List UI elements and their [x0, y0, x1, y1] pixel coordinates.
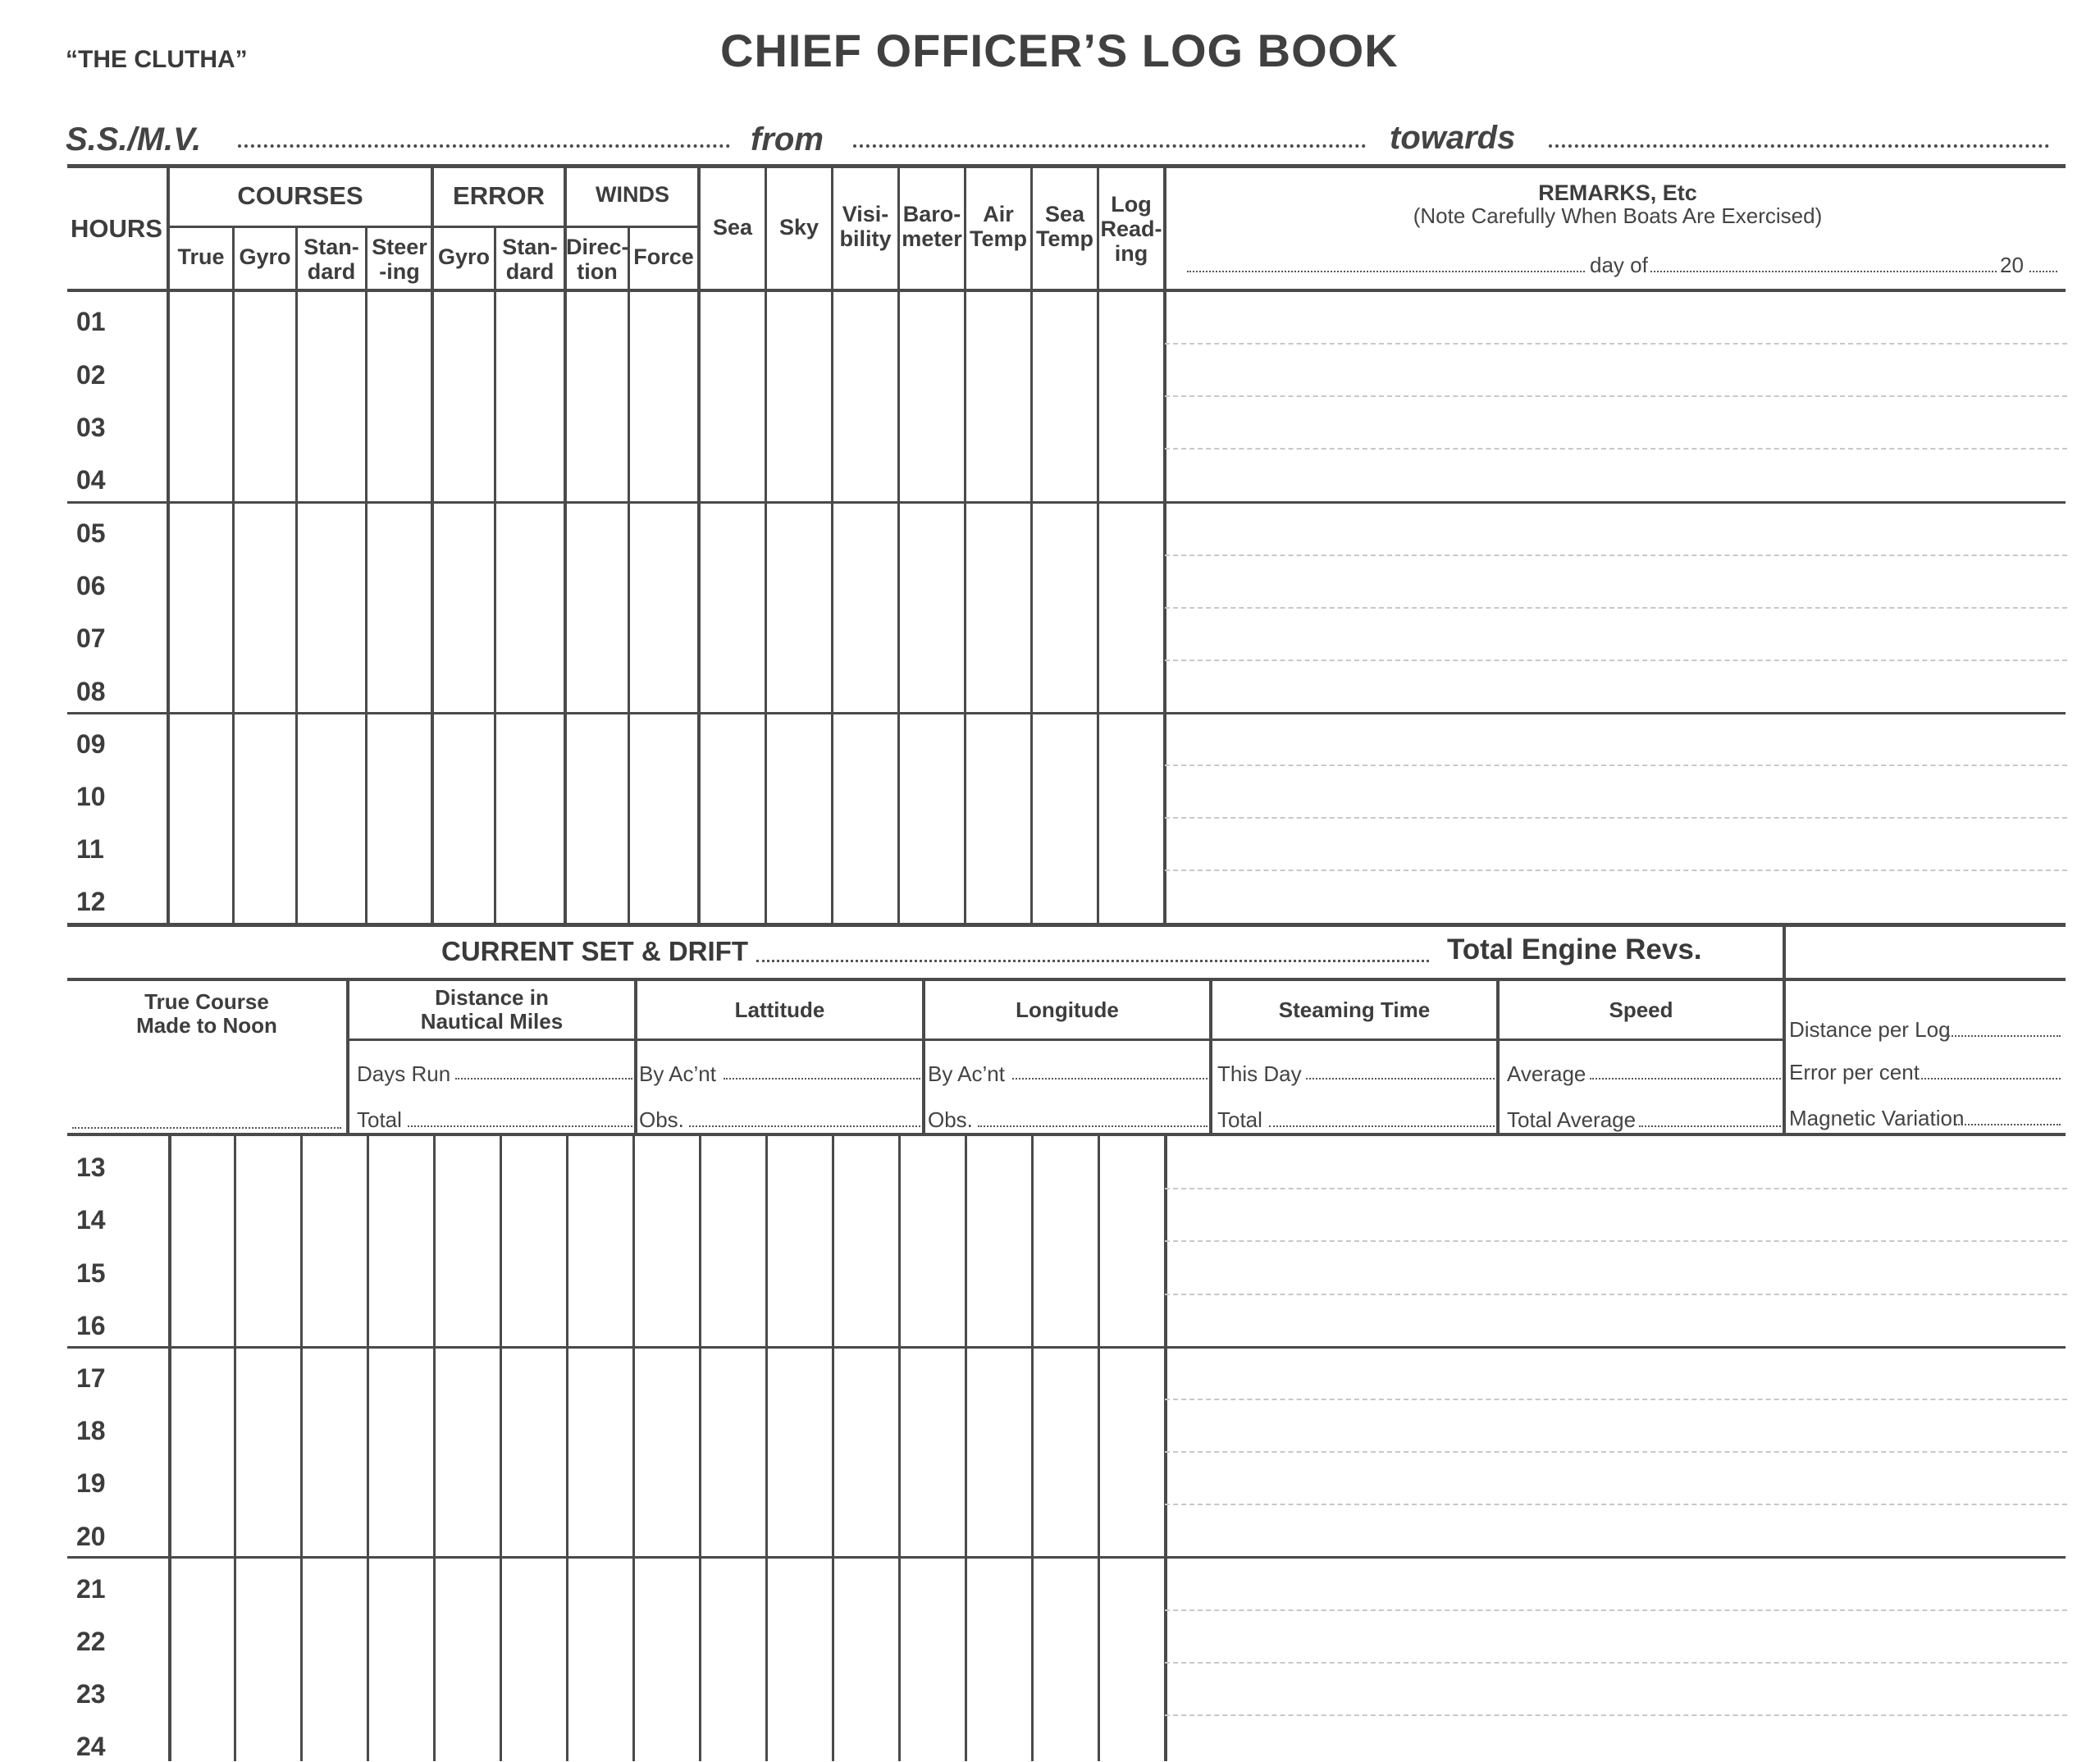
- remarks-line: [1165, 1240, 2067, 1242]
- from-field[interactable]: [853, 144, 1366, 148]
- long-obs-label: Obs.: [928, 1107, 973, 1132]
- long-by-acnt-field[interactable]: [1012, 1078, 1208, 1080]
- remarks-line: [1165, 660, 2067, 661]
- sea-header: Sea: [712, 215, 753, 240]
- col-line: [1163, 166, 1166, 925]
- sky-header: Sky: [778, 215, 819, 240]
- year-label: 20: [2000, 253, 2024, 277]
- distance-total-field[interactable]: [408, 1125, 632, 1127]
- hour-06: 06: [76, 571, 106, 600]
- col-line: [500, 1134, 502, 1761]
- latitude-header: Lattitude: [734, 997, 825, 1022]
- col-line: [765, 1134, 768, 1761]
- remarks-date-field[interactable]: [1187, 271, 1585, 272]
- col-line: [494, 227, 496, 925]
- col-line: [632, 1134, 635, 1761]
- current-set-drift-label: CURRENT SET & DRIFT: [441, 936, 748, 966]
- distance-per-log-label: Distance per Log: [1789, 1017, 1951, 1042]
- group-separator: [67, 1346, 2066, 1349]
- this-day-label: This Day: [1217, 1061, 1302, 1086]
- magnetic-variation-field[interactable]: [1956, 1124, 2061, 1125]
- remarks-line: [1165, 870, 2067, 871]
- hour-23: 23: [76, 1679, 106, 1709]
- hour-08: 08: [76, 677, 106, 706]
- winds-header: WINDS: [596, 182, 669, 207]
- col-line: [831, 166, 833, 925]
- ship-name: “THE CLUTHA”: [66, 46, 248, 73]
- col-line: [697, 166, 701, 925]
- longitude-header: Longitude: [1016, 997, 1119, 1022]
- col-line: [1098, 1134, 1100, 1761]
- error-per-cent-field[interactable]: [1921, 1078, 2061, 1080]
- remarks-line: [1165, 607, 2067, 609]
- air-temp-header: Air Temp: [969, 202, 1027, 252]
- hour-12: 12: [76, 887, 106, 916]
- days-run-label: Days Run: [357, 1061, 451, 1086]
- error-per-cent-label: Error per cent: [1789, 1060, 1920, 1084]
- remarks-line: [1165, 395, 2067, 397]
- hour-14: 14: [76, 1205, 106, 1235]
- long-by-acnt-label: By Ac’nt: [928, 1061, 1005, 1086]
- towards-label: towards: [1390, 120, 1516, 156]
- remarks-line: [1165, 343, 2067, 345]
- speed-header: Speed: [1609, 997, 1673, 1022]
- remarks-line: [1165, 555, 2067, 556]
- remarks-line: [1165, 1609, 2067, 1611]
- true-course-field[interactable]: [72, 1127, 341, 1129]
- hour-17: 17: [76, 1363, 106, 1393]
- distance-header: Distance in Nautical Miles: [420, 985, 564, 1034]
- current-set-drift-field[interactable]: [756, 960, 1429, 962]
- col-line: [167, 166, 170, 925]
- remarks-line: [1165, 448, 2067, 450]
- noon-top-border: [67, 923, 2066, 927]
- hour-03: 03: [76, 413, 106, 442]
- table-top-border: [67, 164, 2066, 168]
- col-line: [765, 166, 767, 925]
- hour-22: 22: [76, 1627, 106, 1656]
- lat-by-acnt-label: By Ac’nt: [639, 1061, 716, 1086]
- barometer-header: Baro- meter: [902, 202, 962, 252]
- lat-by-acnt-field[interactable]: [724, 1078, 920, 1080]
- col-line: [365, 227, 368, 925]
- col-line: [234, 1134, 236, 1761]
- error-gyro-header: Gyro: [437, 244, 491, 269]
- hour-04: 04: [76, 465, 106, 495]
- col-line: [1031, 1134, 1034, 1761]
- col-line: [300, 1134, 303, 1761]
- remarks-line: [1165, 1504, 2067, 1505]
- total-engine-revs-label: Total Engine Revs.: [1447, 933, 1702, 965]
- col-line: [433, 1134, 436, 1761]
- remarks-year-field[interactable]: [2029, 271, 2057, 272]
- remarks-line: [1165, 1451, 2067, 1453]
- error-header: ERROR: [453, 181, 545, 210]
- hour-21: 21: [76, 1574, 106, 1604]
- hour-02: 02: [76, 360, 106, 390]
- remarks-header: REMARKS, Etc: [1538, 180, 1697, 205]
- hour-15: 15: [76, 1258, 106, 1288]
- vessel-label: S.S./M.V.: [66, 121, 202, 157]
- courses-gyro-header: Gyro: [239, 244, 291, 269]
- error-standard-header: Stan- dard: [502, 235, 558, 285]
- lat-obs-field[interactable]: [689, 1125, 920, 1127]
- col-line: [295, 227, 298, 925]
- distance-per-log-field[interactable]: [1942, 1035, 2061, 1037]
- col-line: [898, 1134, 901, 1761]
- remarks-line: [1165, 1188, 2067, 1189]
- courses-true-header: True: [177, 244, 225, 269]
- remarks-line: [1165, 817, 2067, 819]
- col-line: [897, 166, 900, 925]
- hours-header: HOURS: [71, 214, 162, 243]
- col-line: [1097, 166, 1099, 925]
- hour-07: 07: [76, 623, 106, 653]
- col-line: [566, 1134, 568, 1761]
- col-line: [699, 1134, 701, 1761]
- col-line: [832, 1134, 834, 1761]
- winds-force-header: Force: [633, 244, 694, 269]
- col-line: [964, 166, 966, 925]
- vessel-field[interactable]: [238, 144, 730, 148]
- col-line: [1030, 166, 1033, 925]
- noon-header-border: [67, 978, 2066, 981]
- remarks-line: [1165, 1714, 2067, 1716]
- this-day-field[interactable]: [1306, 1078, 1495, 1080]
- col-line: [367, 1134, 369, 1761]
- remarks-month-field[interactable]: [1650, 271, 1997, 272]
- group-separator: [67, 501, 2066, 504]
- remarks-line: [1165, 1399, 2067, 1400]
- distance-total-label: Total: [357, 1107, 402, 1132]
- visibility-header: Visi- bility: [839, 202, 892, 252]
- remarks-line: [1165, 1662, 2067, 1664]
- remarks-line: [1165, 1294, 2067, 1295]
- remarks-note: (Note Carefully When Boats Are Exercised): [1413, 203, 1823, 228]
- steaming-total-label: Total: [1217, 1107, 1262, 1132]
- total-average-field[interactable]: [1639, 1125, 1781, 1127]
- days-run-field[interactable]: [455, 1078, 632, 1080]
- revs-divider: [1783, 924, 1786, 979]
- group-separator: [67, 1556, 2066, 1559]
- sea-temp-header: Sea Temp: [1035, 202, 1093, 252]
- towards-field[interactable]: [1549, 144, 2049, 148]
- from-label: from: [751, 121, 824, 157]
- courses-header: COURSES: [237, 181, 363, 210]
- hour-24: 24: [76, 1732, 106, 1761]
- hour-18: 18: [76, 1416, 106, 1445]
- col-line: [628, 227, 630, 925]
- hour-16: 16: [76, 1311, 106, 1340]
- courses-standard-header: Stan- dard: [304, 235, 359, 285]
- hour-11: 11: [76, 834, 104, 864]
- long-obs-field[interactable]: [978, 1125, 1208, 1127]
- day-of-label: day of: [1590, 253, 1648, 277]
- hour-19: 19: [76, 1468, 106, 1498]
- log-reading-header: Log Read- ing: [1100, 192, 1162, 267]
- courses-steering-header: Steer -ing: [372, 235, 427, 285]
- hour-10: 10: [76, 782, 106, 811]
- steaming-total-field[interactable]: [1269, 1125, 1495, 1127]
- lat-obs-label: Obs.: [639, 1107, 684, 1132]
- average-field[interactable]: [1590, 1078, 1781, 1080]
- page-title: CHIEF OFFICER’S LOG BOOK: [720, 25, 1399, 76]
- hour-20: 20: [76, 1522, 106, 1551]
- col-line: [1164, 1134, 1167, 1761]
- magnetic-variation-label: Magnetic Variation: [1789, 1106, 1965, 1130]
- col-line: [965, 1134, 967, 1761]
- hour-13: 13: [76, 1153, 106, 1182]
- average-label: Average: [1507, 1061, 1586, 1086]
- true-course-header: True Course Made to Noon: [136, 989, 277, 1038]
- hour-01: 01: [76, 307, 106, 336]
- col-line: [168, 1134, 171, 1761]
- total-average-label: Total Average: [1507, 1107, 1637, 1132]
- steaming-time-header: Steaming Time: [1278, 997, 1431, 1022]
- winds-direction-header: Direc- tion: [566, 235, 629, 285]
- hour-05: 05: [76, 518, 106, 548]
- hour-09: 09: [76, 729, 106, 759]
- col-line: [232, 227, 235, 925]
- noon-col-line: [1783, 979, 1786, 1134]
- noon-sub-line: [348, 1038, 1784, 1041]
- remarks-line: [1165, 765, 2067, 766]
- group-separator: [67, 712, 2066, 714]
